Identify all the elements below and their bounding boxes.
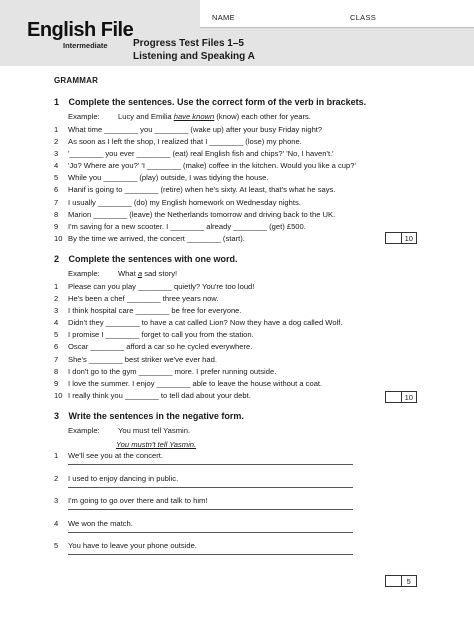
question-number: 1: [54, 125, 59, 134]
question-number: 3: [54, 306, 59, 316]
question-text[interactable]: Marion ________ (leave) the Netherlands tomorrow and driving back to the UK.: [68, 209, 336, 219]
question-text[interactable]: I don't go to the gym ________ more. I prefer running outside.: [68, 366, 277, 376]
question-number: 7: [54, 354, 59, 364]
question-item: [54, 124, 356, 136]
test-title-line-2: Listening and Speaking A: [133, 51, 255, 62]
score-total: 5: [406, 577, 411, 586]
section-3-score-box: [385, 575, 417, 587]
answer-line[interactable]: [68, 464, 353, 465]
example-answer: have known: [173, 112, 215, 121]
class-label: CLASS: [350, 13, 377, 22]
test-title-line-1: Progress Test Files 1–5: [133, 38, 244, 49]
section-1-score-box: [385, 232, 417, 244]
question-item: [54, 233, 356, 245]
question-item: [54, 160, 356, 172]
question-text[interactable]: I'm saving for a new scooter. I ________ already ________ (get) £500.: [68, 221, 306, 231]
section-2-score-box: [385, 391, 417, 403]
question-text[interactable]: Hanif is going to ________ (retire) when he's sixty. At least, that's what he says.: [68, 185, 336, 195]
section-number: 2: [54, 254, 60, 264]
question-number: 10: [54, 233, 63, 243]
question-text[interactable]: By the time we arrived, the concert ________ (start).: [68, 233, 245, 243]
question-text: I'm going to go over there and talk to him!: [68, 496, 208, 505]
question-item: [54, 209, 356, 221]
question-text[interactable]: As soon as I left the shop, I realized that I ________ (lose) my phone.: [68, 137, 302, 147]
question-item: [54, 293, 342, 305]
score-entry[interactable]: [386, 233, 402, 243]
answer-line[interactable]: [68, 487, 353, 488]
section-3-example: [68, 426, 190, 435]
section-2-example: [68, 269, 177, 278]
section-3-heading: [54, 411, 244, 421]
question-item: [54, 281, 342, 293]
test-title: [133, 37, 255, 63]
question-number: 5: [54, 173, 59, 183]
question-number: 3: [54, 149, 59, 159]
question-item: [54, 148, 356, 160]
section-1-items: [54, 124, 356, 245]
name-class-strip: [200, 0, 474, 28]
question-number: 5: [54, 330, 59, 340]
section-3-items: [54, 451, 207, 564]
question-number: 9: [54, 378, 59, 388]
question-number: 3: [54, 496, 59, 505]
question-number: 6: [54, 342, 59, 352]
example-text: Lucy and Emilia: [118, 112, 174, 121]
question-text: I used to enjoy dancing in public.: [68, 473, 179, 483]
question-item: [54, 341, 342, 353]
question-number: 2: [54, 294, 59, 304]
score-entry[interactable]: [386, 576, 402, 586]
question-number: 5: [54, 541, 59, 550]
question-item: [54, 136, 356, 148]
example-text-end: (know) each other for years.: [214, 112, 311, 121]
question-item: [54, 305, 342, 317]
question-text[interactable]: Didn't they ________ to have a cat called Lion? Now they have a dog called Wolf.: [68, 318, 343, 328]
question-item: [54, 221, 356, 233]
english-file-logo: English File: [27, 19, 134, 41]
section-1-example: [68, 112, 311, 121]
answer-line[interactable]: [68, 532, 353, 533]
question-number: 8: [54, 209, 59, 219]
section-1-heading: [54, 97, 366, 107]
question-text: We won the match.: [68, 518, 133, 528]
question-number: 4: [54, 518, 59, 528]
question-text[interactable]: What time ________ you ________ (wake up) after your busy Friday night?: [68, 125, 323, 134]
section-2-heading: [54, 254, 238, 264]
question-text[interactable]: I think hospital care ________ be free for everyone.: [68, 306, 242, 316]
question-text[interactable]: While you ________ (play) outside, I was tidying the house.: [68, 173, 269, 183]
question-number: 4: [54, 318, 59, 328]
question-text[interactable]: I promise I ________ forget to call you from the station.: [68, 330, 254, 340]
example-answer: a: [137, 269, 143, 278]
question-number: 2: [54, 137, 59, 147]
question-number: 9: [54, 221, 59, 231]
question-text: We'll see you at the concert.: [68, 451, 164, 460]
section-number: 3: [54, 411, 60, 421]
negative-item: [54, 519, 207, 542]
name-label: NAME: [212, 13, 235, 22]
question-text: You have to leave your phone outside.: [68, 541, 197, 550]
example-label: Example:: [68, 112, 100, 121]
question-item: [54, 378, 342, 390]
question-number: 10: [54, 390, 63, 400]
grammar-heading: GRAMMAR: [54, 76, 99, 85]
question-text[interactable]: 'Jo? Where are you?' 'I ________ (make) coffee in the kitchen. Would you like a cup?': [68, 161, 356, 171]
score-entry[interactable]: [386, 392, 402, 402]
answer-line[interactable]: [68, 509, 353, 510]
question-text[interactable]: He's been a chef ________ three years now.: [68, 294, 219, 304]
example-text: What: [118, 269, 138, 278]
question-number: 1: [54, 282, 59, 291]
question-number: 2: [54, 473, 59, 483]
question-item: [54, 390, 342, 402]
negative-item: [54, 541, 207, 564]
question-number: 8: [54, 366, 59, 376]
question-item: [54, 197, 356, 209]
section-2-items: [54, 281, 342, 402]
question-text[interactable]: She's ________ best striker we've ever had.: [68, 354, 217, 364]
question-item: [54, 317, 342, 329]
negative-item: [54, 496, 207, 519]
section-3-example-answer: You mustn't tell Yasmin.: [116, 440, 197, 449]
question-text[interactable]: I really think you ________ to tell dad about your debt.: [68, 390, 251, 400]
negative-item: [54, 474, 207, 497]
section-instruction: Write the sentences in the negative form.: [68, 411, 244, 421]
score-total: 10: [404, 393, 413, 402]
question-text[interactable]: Please can you play ________ quietly? You're too loud!: [68, 282, 255, 291]
question-text[interactable]: '________ you ever ________ (eat) real English fish and chips?' 'No, I haven't.': [68, 149, 334, 159]
section-instruction: Complete the sentences. Use the correct form of the verb in brackets.: [68, 97, 367, 107]
example-label: Example:: [68, 269, 100, 278]
question-number: 4: [54, 161, 59, 171]
score-total: 10: [404, 234, 413, 243]
example-label: Example:: [68, 426, 100, 435]
question-text[interactable]: Oscar ________ afford a car so he cycled everywhere.: [68, 342, 253, 352]
question-number: 6: [54, 185, 59, 195]
logo-level: Intermediate: [63, 41, 108, 50]
question-item: [54, 172, 356, 184]
answer-line[interactable]: [68, 554, 353, 555]
negative-item: [54, 451, 207, 474]
example-text: You must tell Yasmin.: [118, 426, 191, 435]
question-item: [54, 366, 342, 378]
section-number: 1: [54, 97, 60, 107]
question-number: 1: [54, 451, 59, 460]
section-instruction: Complete the sentences with one word.: [68, 254, 238, 264]
question-item: [54, 354, 342, 366]
question-item: [54, 184, 356, 196]
page-header: [0, 0, 474, 66]
question-text[interactable]: I usually ________ (do) my English homework on Wednesday nights.: [68, 197, 301, 207]
question-text[interactable]: I love the summer. I enjoy ________ able to leave the house without a coat.: [68, 378, 323, 388]
question-item: [54, 329, 342, 341]
example-text-end: sad story!: [142, 269, 178, 278]
question-number: 7: [54, 197, 59, 207]
